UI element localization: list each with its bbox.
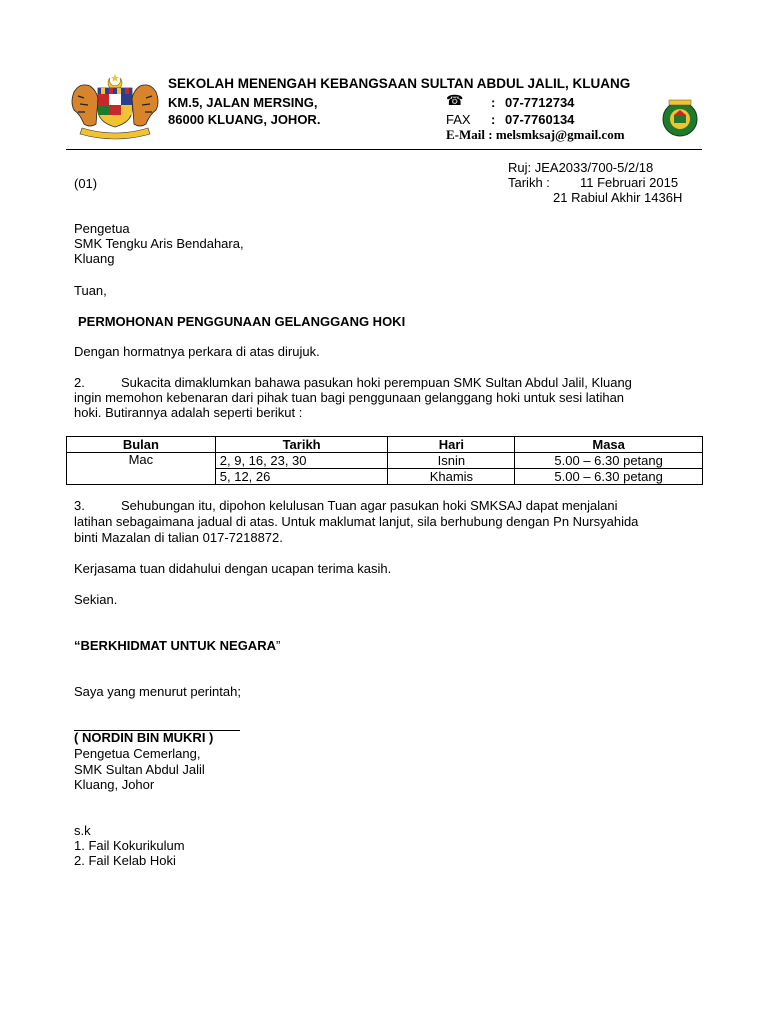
motto-text: BERKHIDMAT UNTUK NEGARA — [80, 638, 276, 653]
para3-number: 3. — [74, 498, 85, 513]
cc-item: 2. Fail Kelab Hoki — [74, 853, 176, 868]
para2-line: ingin memohon kebenaran dari pihak tuan bagi penggunaan gelanggang hoki untuk sesi latihan — [74, 390, 625, 405]
fax-number: 07-7760134 — [505, 112, 575, 127]
phone-separator: : — [491, 95, 496, 110]
table-cell: Isnin — [388, 453, 515, 469]
phone-icon: ☎ — [446, 92, 464, 108]
table-row — [67, 453, 703, 469]
school-crest — [660, 98, 700, 138]
para2-number: 2. — [74, 375, 85, 390]
para3-line: Sehubungan itu, dipohon kelulusan Tuan agar pasukan hoki SMKSAJ dapat menjalani — [121, 498, 618, 513]
para2-line: Sukacita dimaklumkan bahawa pasukan hoki perempuan SMK Sultan Abdul Jalil, Kluang — [121, 375, 632, 390]
table-cell: 5, 12, 26 — [215, 469, 388, 485]
fax-label: FAX — [446, 112, 471, 127]
signatory-location: Kluang, Johor — [74, 777, 155, 792]
para2-line: hoki. Butirannya adalah seperti berikut : — [74, 405, 303, 420]
table-header-row — [67, 437, 703, 453]
table-cell: 5.00 – 6.30 petang — [515, 453, 703, 469]
address-line2: 86000 KLUANG, JOHOR. — [168, 112, 321, 127]
table-header: Masa — [515, 437, 703, 453]
tarikh-label: Tarikh : — [508, 175, 550, 190]
recipient-line: Pengetua — [74, 221, 130, 236]
salutation: Tuan, — [74, 283, 107, 298]
fax-separator: : — [491, 112, 496, 127]
letterhead-divider — [66, 149, 702, 150]
address-line1: KM.5, JALAN MERSING, — [168, 95, 318, 110]
malaysia-coat-of-arms — [68, 72, 162, 140]
cc-label: s.k — [74, 823, 91, 838]
reference-number: (01) — [74, 176, 98, 191]
recipient-line: Kluang — [74, 251, 115, 266]
ruj: Ruj: JEA2033/700-5/2/18 — [508, 160, 654, 175]
hijri-date: 21 Rabiul Akhir 1436H — [553, 190, 683, 205]
recipient-line: SMK Tengku Aris Bendahara, — [74, 236, 244, 251]
phone-number: 07-7712734 — [505, 95, 575, 110]
table-header: Bulan — [67, 437, 216, 453]
para3-line: latihan sebagaimana jadual di atas. Untuk maklumat lanjut, sila berhubung dengan Pn Nursyahida — [74, 514, 639, 529]
table-cell: Khamis — [388, 469, 515, 485]
table-header: Hari — [388, 437, 515, 453]
subject: PERMOHONAN PENGGUNAAN GELANGGANG HOKI — [78, 314, 406, 329]
table-cell: Mac — [67, 453, 216, 485]
closing-thanks: Kerjasama tuan didahului dengan ucapan terima kasih. — [74, 561, 392, 576]
opening: Dengan hormatnya perkara di atas dirujuk. — [74, 344, 320, 359]
table-header: Tarikh — [215, 437, 388, 453]
closing-sekian: Sekian. — [74, 592, 118, 607]
signatory-school: SMK Sultan Abdul Jalil — [74, 762, 205, 777]
para3-line: binti Mazalan di talian 017-7218872. — [74, 530, 283, 545]
motto — [74, 638, 280, 653]
table-cell: 5.00 – 6.30 petang — [515, 469, 703, 485]
email: E-Mail : melsmksaj@gmail.com — [446, 127, 625, 142]
motto-close-quote: ” — [275, 638, 281, 653]
table-cell: 2, 9, 16, 23, 30 — [215, 453, 388, 469]
cc-item: 1. Fail Kokurikulum — [74, 838, 185, 853]
schedule-table — [66, 436, 703, 485]
tarikh-date: 11 Februari 2015 — [580, 175, 679, 190]
motto-open-quote: “ — [74, 638, 81, 653]
school-name: SEKOLAH MENENGAH KEBANGSAAN SULTAN ABDUL JALIL, KLUANG — [168, 76, 631, 91]
signoff: Saya yang menurut perintah; — [74, 684, 241, 699]
signatory-title: Pengetua Cemerlang, — [74, 746, 201, 761]
signatory-name: ( NORDIN BIN MUKRI ) — [74, 730, 214, 745]
